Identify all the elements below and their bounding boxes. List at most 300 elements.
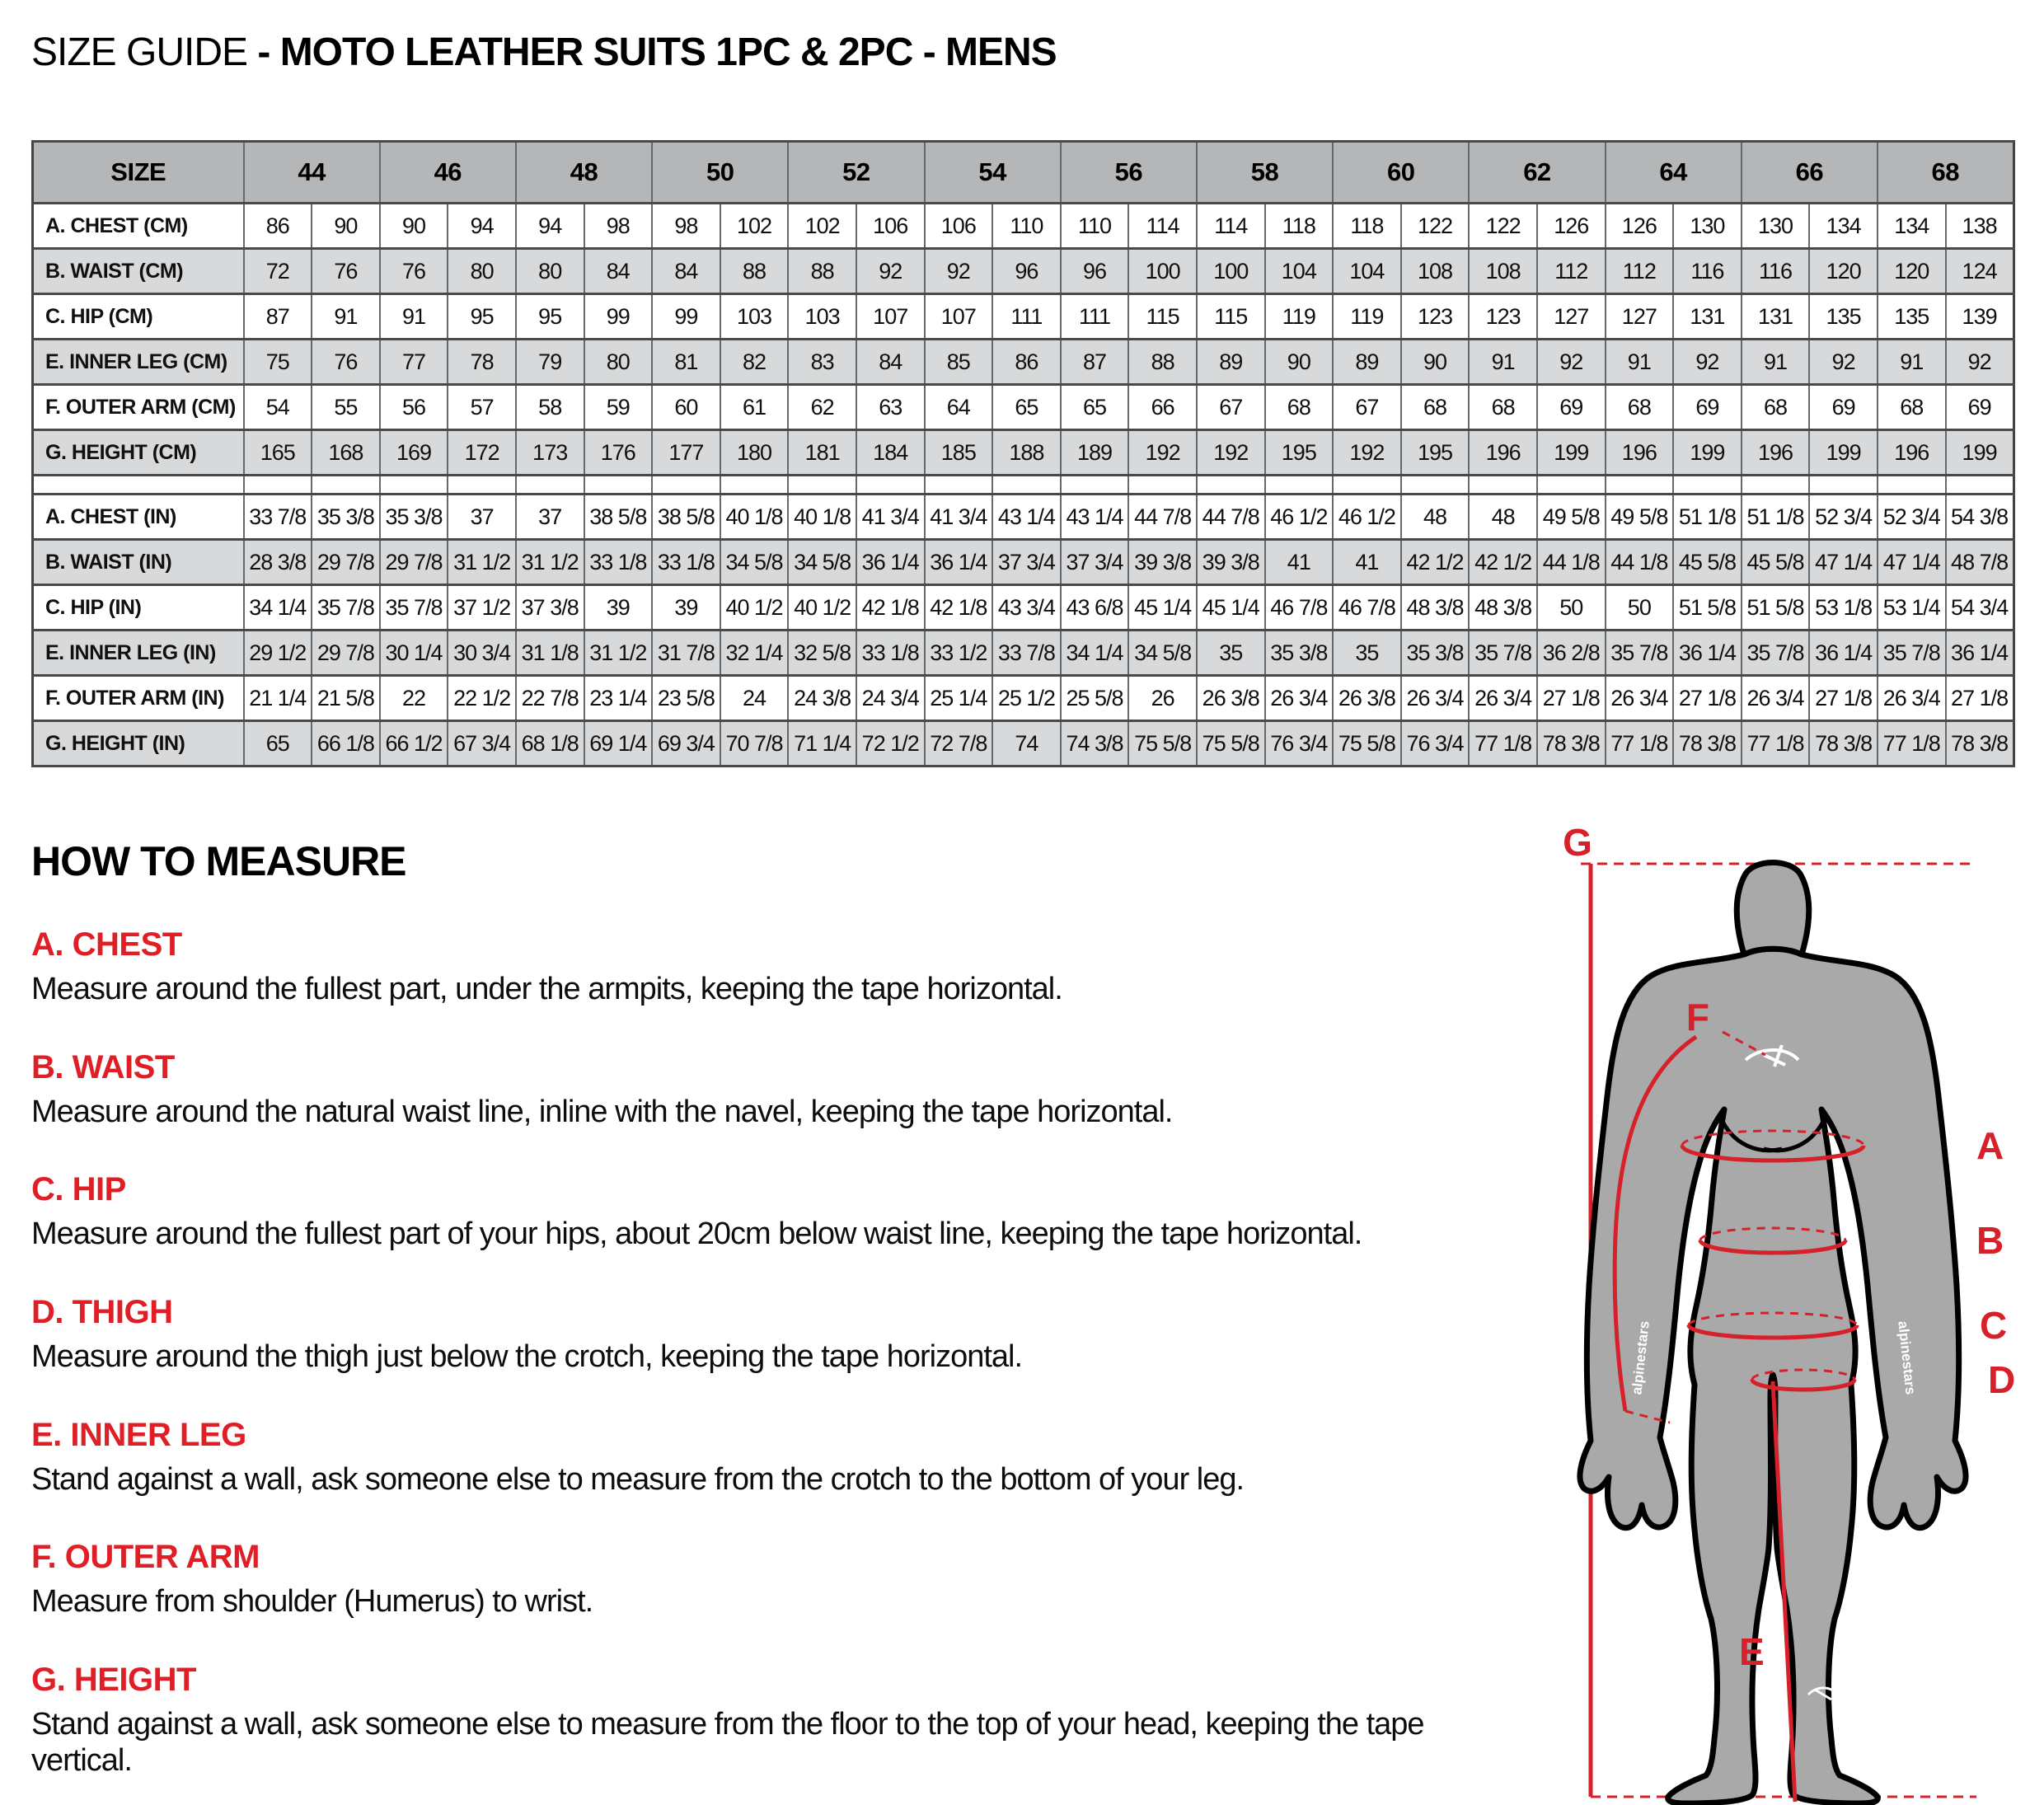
row-label-cell: E. INNER LEG (CM) [33, 340, 244, 385]
measurement-cell: 40 1/2 [788, 585, 856, 631]
measure-item-description: Stand against a wall, ask someone else to measure from the crotch to the bottom of your leg. [31, 1461, 1245, 1497]
measurement-cell: 112 [1606, 249, 1674, 294]
spacer-cell [448, 476, 516, 495]
measurement-cell: 39 [584, 585, 653, 631]
measurement-cell: 94 [448, 204, 516, 249]
measurement-cell: 61 [720, 385, 789, 430]
measurement-cell: 26 3/4 [1401, 676, 1470, 721]
measurement-cell: 31 1/2 [584, 631, 653, 676]
measurement-cell: 24 [720, 676, 789, 721]
spacer-cell [584, 476, 653, 495]
measurement-cell: 199 [1537, 430, 1606, 476]
measurement-cell: 48 [1401, 495, 1470, 540]
measurement-cell: 46 7/8 [1333, 585, 1401, 631]
measurement-cell: 45 1/4 [1128, 585, 1197, 631]
measurement-cell: 85 [925, 340, 993, 385]
measurement-cell: 91 [1606, 340, 1674, 385]
measurement-cell: 126 [1606, 204, 1674, 249]
measurement-cell: 87 [244, 294, 312, 340]
measurement-cell: 65 [992, 385, 1061, 430]
spacer-cell [244, 476, 312, 495]
measurement-cell: 122 [1469, 204, 1537, 249]
measurement-cell: 59 [584, 385, 653, 430]
measurement-cell: 139 [1946, 294, 2014, 340]
measurement-cell: 196 [1469, 430, 1537, 476]
measurement-cell: 90 [1401, 340, 1470, 385]
measure-item-label: G. HEIGHT [31, 1662, 196, 1699]
measurement-cell: 35 3/8 [312, 495, 380, 540]
measurement-cell: 176 [584, 430, 653, 476]
page-title-regular: SIZE GUIDE [31, 30, 258, 74]
measure-item-description: Stand against a wall, ask someone else to measure from the floor to the top of your head, keeping the tape vertical. [31, 1707, 1424, 1778]
measurement-cell: 25 5/8 [1061, 676, 1129, 721]
measurement-cell: 96 [1061, 249, 1129, 294]
measurement-cell: 100 [1197, 249, 1265, 294]
measurement-cell: 111 [992, 294, 1061, 340]
measurement-cell: 102 [720, 204, 789, 249]
measurement-cell: 69 [1946, 385, 2014, 430]
measurement-cell: 34 5/8 [788, 540, 856, 585]
measurement-cell: 26 3/4 [1742, 676, 1810, 721]
measurement-cell: 106 [856, 204, 925, 249]
measurement-cell: 51 1/8 [1742, 495, 1810, 540]
measurement-cell: 78 3/8 [1673, 721, 1742, 767]
size-column-header: 68 [1878, 142, 2014, 204]
measurement-cell: 69 [1673, 385, 1742, 430]
measurement-cell: 99 [652, 294, 720, 340]
measurement-cell: 108 [1469, 249, 1537, 294]
measurement-cell: 95 [448, 294, 516, 340]
measurement-cell: 120 [1809, 249, 1878, 294]
measurement-cell: 24 3/8 [788, 676, 856, 721]
size-column-header: 52 [788, 142, 924, 204]
measurement-cell: 36 1/4 [925, 540, 993, 585]
measurement-cell: 96 [992, 249, 1061, 294]
measurement-cell: 42 1/2 [1469, 540, 1537, 585]
measurement-cell: 40 1/8 [788, 495, 856, 540]
measurement-cell: 35 7/8 [1878, 631, 1946, 676]
measurement-cell: 41 3/4 [856, 495, 925, 540]
measurement-cell: 199 [1946, 430, 2014, 476]
table-row [33, 294, 2014, 340]
measurement-cell: 26 3/4 [1878, 676, 1946, 721]
measure-item-description: Measure around the fullest part of your hips, about 20cm below waist line, keeping the tape horizontal. [31, 1217, 1362, 1252]
measurement-cell: 92 [1809, 340, 1878, 385]
spacer-cell [1606, 476, 1674, 495]
label-a: A [1976, 1124, 2004, 1167]
measurement-cell: 88 [1128, 340, 1197, 385]
measurement-cell: 91 [380, 294, 448, 340]
measurement-cell: 78 3/8 [1809, 721, 1878, 767]
measurement-cell: 65 [1061, 385, 1129, 430]
measurement-cell: 69 3/4 [652, 721, 720, 767]
measurement-cell: 44 7/8 [1128, 495, 1197, 540]
measurement-cell: 48 3/8 [1469, 585, 1537, 631]
measurement-cell: 53 1/4 [1878, 585, 1946, 631]
measurement-cell: 42 1/8 [925, 585, 993, 631]
measurement-cell: 75 5/8 [1333, 721, 1401, 767]
measurement-cell: 80 [448, 249, 516, 294]
row-label-cell: A. CHEST (CM) [33, 204, 244, 249]
measurement-cell: 103 [788, 294, 856, 340]
measurement-cell: 92 [1537, 340, 1606, 385]
measurement-cell: 22 [380, 676, 448, 721]
measurement-cell: 51 5/8 [1742, 585, 1810, 631]
measurement-cell: 90 [380, 204, 448, 249]
measurement-cell: 89 [1197, 340, 1265, 385]
measurement-cell: 66 1/2 [380, 721, 448, 767]
spacer-cell [1128, 476, 1197, 495]
measurement-cell: 68 1/8 [516, 721, 584, 767]
page-title-bold: - MOTO LEATHER SUITS 1PC & 2PC - MENS [257, 30, 1057, 74]
measurement-cell: 45 5/8 [1742, 540, 1810, 585]
measurement-cell: 38 5/8 [652, 495, 720, 540]
measurement-cell: 84 [652, 249, 720, 294]
size-column-header: 58 [1197, 142, 1333, 204]
measurement-cell: 130 [1673, 204, 1742, 249]
measurement-cell: 181 [788, 430, 856, 476]
label-b: B [1976, 1219, 2004, 1262]
measurement-cell: 195 [1265, 430, 1334, 476]
measurement-cell: 36 2/8 [1537, 631, 1606, 676]
spacer-cell [992, 476, 1061, 495]
measurement-cell: 102 [788, 204, 856, 249]
measurement-cell: 68 [1401, 385, 1470, 430]
measurement-cell: 196 [1878, 430, 1946, 476]
measurement-cell: 88 [788, 249, 856, 294]
size-column-header: 50 [652, 142, 788, 204]
measurement-cell: 37 3/4 [992, 540, 1061, 585]
measurement-cell: 52 3/4 [1809, 495, 1878, 540]
spacer-cell [1401, 476, 1470, 495]
measurement-cell: 92 [1673, 340, 1742, 385]
spacer-cell [856, 476, 925, 495]
spacer-cell [1197, 476, 1265, 495]
measurement-cell: 35 3/8 [1401, 631, 1470, 676]
measurement-cell: 68 [1742, 385, 1810, 430]
measurement-cell: 36 1/4 [1946, 631, 2014, 676]
measurement-cell: 104 [1333, 249, 1401, 294]
measurement-cell: 131 [1742, 294, 1810, 340]
measure-item-description: Measure from shoulder (Humerus) to wrist. [31, 1584, 593, 1620]
measurement-cell: 68 [1878, 385, 1946, 430]
size-table-corner-header: SIZE [33, 142, 244, 204]
spacer-cell [1878, 476, 1946, 495]
measurement-cell: 189 [1061, 430, 1129, 476]
measurement-cell: 135 [1809, 294, 1878, 340]
spacer-cell [380, 476, 448, 495]
measurement-cell: 118 [1265, 204, 1334, 249]
measurement-cell: 106 [925, 204, 993, 249]
measurement-cell: 77 1/8 [1742, 721, 1810, 767]
measurement-cell: 54 3/8 [1946, 495, 2014, 540]
measurement-cell: 39 3/8 [1197, 540, 1265, 585]
measurement-cell: 68 [1469, 385, 1537, 430]
table-row [33, 585, 2014, 631]
measurement-cell: 75 5/8 [1128, 721, 1197, 767]
measurement-cell: 26 3/4 [1606, 676, 1674, 721]
measurement-cell: 72 [244, 249, 312, 294]
measurement-cell: 26 3/4 [1469, 676, 1537, 721]
measurement-cell: 99 [584, 294, 653, 340]
measurement-cell: 91 [1878, 340, 1946, 385]
measurement-cell: 95 [516, 294, 584, 340]
size-column-header: 62 [1469, 142, 1605, 204]
spacer-cell [652, 476, 720, 495]
measurement-cell: 77 1/8 [1878, 721, 1946, 767]
measurement-cell: 69 [1537, 385, 1606, 430]
table-row [33, 249, 2014, 294]
measurement-cell: 30 1/4 [380, 631, 448, 676]
measurement-cell: 72 7/8 [925, 721, 993, 767]
measurement-cell: 66 [1128, 385, 1197, 430]
measurement-cell: 67 [1197, 385, 1265, 430]
measurement-cell: 84 [584, 249, 653, 294]
measurement-cell: 69 [1809, 385, 1878, 430]
measurement-cell: 28 3/8 [244, 540, 312, 585]
measurement-cell: 33 1/8 [652, 540, 720, 585]
size-table [31, 140, 2015, 767]
measurement-cell: 169 [380, 430, 448, 476]
measurement-cell: 35 7/8 [1469, 631, 1537, 676]
measurement-cell: 69 1/4 [584, 721, 653, 767]
size-column-header: 60 [1333, 142, 1469, 204]
row-label-cell: G. HEIGHT (CM) [33, 430, 244, 476]
left-forearm-logo-text: alpinestars [1629, 1320, 1653, 1396]
measurement-cell: 50 [1537, 585, 1606, 631]
measurement-cell: 39 3/8 [1128, 540, 1197, 585]
table-row [33, 204, 2014, 249]
measure-item-label: E. INNER LEG [31, 1416, 246, 1453]
measurement-cell: 119 [1265, 294, 1334, 340]
measurement-cell: 34 5/8 [720, 540, 789, 585]
measurement-cell: 72 1/2 [856, 721, 925, 767]
row-label-cell: A. CHEST (IN) [33, 495, 244, 540]
measure-item-label: A. CHEST [31, 926, 182, 963]
measurement-cell: 91 [1742, 340, 1810, 385]
measurement-cell: 116 [1742, 249, 1810, 294]
measurement-cell: 64 [925, 385, 993, 430]
table-row [33, 385, 2014, 430]
measurement-cell: 54 [244, 385, 312, 430]
head-outline [1737, 863, 1809, 955]
measurement-cell: 24 3/4 [856, 676, 925, 721]
measurement-cell: 165 [244, 430, 312, 476]
measurement-cell: 34 1/4 [1061, 631, 1129, 676]
table-row [33, 631, 2014, 676]
measurement-cell: 31 1/8 [516, 631, 584, 676]
measurement-cell: 35 7/8 [380, 585, 448, 631]
row-label-cell: G. HEIGHT (IN) [33, 721, 244, 767]
measurement-cell: 192 [1333, 430, 1401, 476]
measurement-cell: 110 [1061, 204, 1129, 249]
measurement-cell: 58 [516, 385, 584, 430]
measurement-cell: 112 [1537, 249, 1606, 294]
measurement-cell: 66 1/8 [312, 721, 380, 767]
measure-item-description: Measure around the natural waist line, inline with the navel, keeping the tape horizontal. [31, 1094, 1173, 1129]
measurement-cell: 82 [720, 340, 789, 385]
measurement-cell: 36 1/4 [1673, 631, 1742, 676]
measurement-cell: 33 7/8 [992, 631, 1061, 676]
measurement-cell: 111 [1061, 294, 1129, 340]
measurement-cell: 168 [312, 430, 380, 476]
measurement-cell: 29 7/8 [312, 540, 380, 585]
measurement-cell: 107 [856, 294, 925, 340]
right-forearm-logo-text: alpinestars [1895, 1320, 1919, 1396]
measurement-cell: 68 [1265, 385, 1334, 430]
size-column-header: 48 [516, 142, 652, 204]
measurement-cell: 74 [992, 721, 1061, 767]
measurement-cell: 104 [1265, 249, 1334, 294]
measurement-cell: 35 [1197, 631, 1265, 676]
measurement-cell: 103 [720, 294, 789, 340]
measurement-cell: 180 [720, 430, 789, 476]
label-f: F [1685, 996, 1709, 1038]
measurement-cell: 92 [1946, 340, 2014, 385]
label-d: D [1988, 1358, 2016, 1401]
measurement-cell: 37 1/2 [448, 585, 516, 631]
spacer-cell [1333, 476, 1401, 495]
measurement-cell: 122 [1401, 204, 1470, 249]
measurement-cell: 51 5/8 [1673, 585, 1742, 631]
measurement-cell: 76 3/4 [1401, 721, 1470, 767]
measurement-cell: 196 [1606, 430, 1674, 476]
measurement-cell: 34 5/8 [1128, 631, 1197, 676]
table-row [33, 676, 2014, 721]
measurement-cell: 77 1/8 [1606, 721, 1674, 767]
spacer-cell [788, 476, 856, 495]
measurement-cell: 53 1/8 [1809, 585, 1878, 631]
spacer-cell [33, 476, 244, 495]
measurement-cell: 37 3/4 [1061, 540, 1129, 585]
measurement-cell: 80 [584, 340, 653, 385]
measurement-cell: 81 [652, 340, 720, 385]
measurement-cell: 27 1/8 [1537, 676, 1606, 721]
spacer-cell [1946, 476, 2014, 495]
table-row [33, 540, 2014, 585]
row-label-cell: B. WAIST (IN) [33, 540, 244, 585]
spacer-cell [312, 476, 380, 495]
spacer-cell [1742, 476, 1810, 495]
measurement-cell: 134 [1809, 204, 1878, 249]
measurement-cell: 26 3/8 [1197, 676, 1265, 721]
table-row [33, 721, 2014, 767]
label-g: G [1563, 824, 1592, 864]
measurement-cell: 116 [1673, 249, 1742, 294]
measure-item-description: Measure around the thigh just below the crotch, keeping the tape horizontal. [31, 1339, 1023, 1375]
measurement-cell: 37 3/8 [516, 585, 584, 631]
measurement-cell: 29 7/8 [380, 540, 448, 585]
measurement-cell: 25 1/4 [925, 676, 993, 721]
label-e: E [1739, 1630, 1765, 1673]
measurement-cell: 33 1/2 [925, 631, 993, 676]
measure-item-thigh [31, 1294, 1523, 1376]
measurement-cell: 42 1/8 [856, 585, 925, 631]
measurement-cell: 68 [1606, 385, 1674, 430]
size-column-header: 46 [380, 142, 516, 204]
measurement-cell: 192 [1128, 430, 1197, 476]
measurement-cell: 41 [1333, 540, 1401, 585]
measurement-cell: 79 [516, 340, 584, 385]
measurement-cell: 195 [1401, 430, 1470, 476]
table-row [33, 495, 2014, 540]
measure-item-chest [31, 926, 1523, 1008]
measurement-cell: 46 7/8 [1265, 585, 1334, 631]
measurement-cell: 26 3/8 [1333, 676, 1401, 721]
measurement-cell: 32 5/8 [788, 631, 856, 676]
measurement-cell: 67 [1333, 385, 1401, 430]
spacer-cell [1809, 476, 1878, 495]
measurement-cell: 108 [1401, 249, 1470, 294]
measurement-cell: 86 [244, 204, 312, 249]
measurement-cell: 88 [720, 249, 789, 294]
measurement-cell: 35 3/8 [380, 495, 448, 540]
spacer-cell [925, 476, 993, 495]
measurement-cell: 115 [1197, 294, 1265, 340]
measurement-cell: 63 [856, 385, 925, 430]
measurement-cell: 56 [380, 385, 448, 430]
measurement-cell: 75 5/8 [1197, 721, 1265, 767]
measure-item-label: D. THIGH [31, 1294, 173, 1331]
measurement-cell: 51 1/8 [1673, 495, 1742, 540]
row-label-cell: E. INNER LEG (IN) [33, 631, 244, 676]
table-row [33, 340, 2014, 385]
measurement-cell: 46 1/2 [1265, 495, 1334, 540]
measurement-cell: 33 1/8 [584, 540, 653, 585]
measurement-cell: 119 [1333, 294, 1401, 340]
measurement-cell: 76 [312, 340, 380, 385]
measurement-cell: 41 [1265, 540, 1334, 585]
measurement-cell: 44 1/8 [1537, 540, 1606, 585]
measurement-cell: 33 7/8 [244, 495, 312, 540]
measurement-cell: 50 [1606, 585, 1674, 631]
measurement-cell: 52 3/4 [1878, 495, 1946, 540]
measurement-cell: 48 [1469, 495, 1537, 540]
measurement-cell: 33 1/8 [856, 631, 925, 676]
measurement-cell: 43 1/4 [1061, 495, 1129, 540]
measurement-cell: 46 1/2 [1333, 495, 1401, 540]
how-to-measure-heading: HOW TO MEASURE [31, 838, 406, 884]
measurement-cell: 25 1/2 [992, 676, 1061, 721]
measurement-cell: 34 1/4 [244, 585, 312, 631]
measurement-cell: 35 7/8 [312, 585, 380, 631]
measurement-cell: 62 [788, 385, 856, 430]
measurement-cell: 172 [448, 430, 516, 476]
measurement-cell: 22 1/2 [448, 676, 516, 721]
size-column-header: 44 [244, 142, 380, 204]
measurement-cell: 47 1/4 [1809, 540, 1878, 585]
measurement-cell: 26 3/4 [1265, 676, 1334, 721]
measurement-cell: 43 1/4 [992, 495, 1061, 540]
row-label-cell: C. HIP (CM) [33, 294, 244, 340]
measurement-cell: 30 3/4 [448, 631, 516, 676]
measure-item-label: B. WAIST [31, 1048, 175, 1085]
section-spacer-row [33, 476, 2014, 495]
measurement-cell: 45 5/8 [1673, 540, 1742, 585]
measurement-cell: 131 [1673, 294, 1742, 340]
measurement-cell: 83 [788, 340, 856, 385]
measurement-cell: 35 7/8 [1742, 631, 1810, 676]
measurement-cell: 70 7/8 [720, 721, 789, 767]
measurement-cell: 89 [1333, 340, 1401, 385]
measurement-cell: 37 [516, 495, 584, 540]
measurement-cell: 184 [856, 430, 925, 476]
measurement-cell: 199 [1809, 430, 1878, 476]
spacer-cell [1673, 476, 1742, 495]
measurement-cell: 23 5/8 [652, 676, 720, 721]
row-label-cell: F. OUTER ARM (IN) [33, 676, 244, 721]
measurement-cell: 55 [312, 385, 380, 430]
